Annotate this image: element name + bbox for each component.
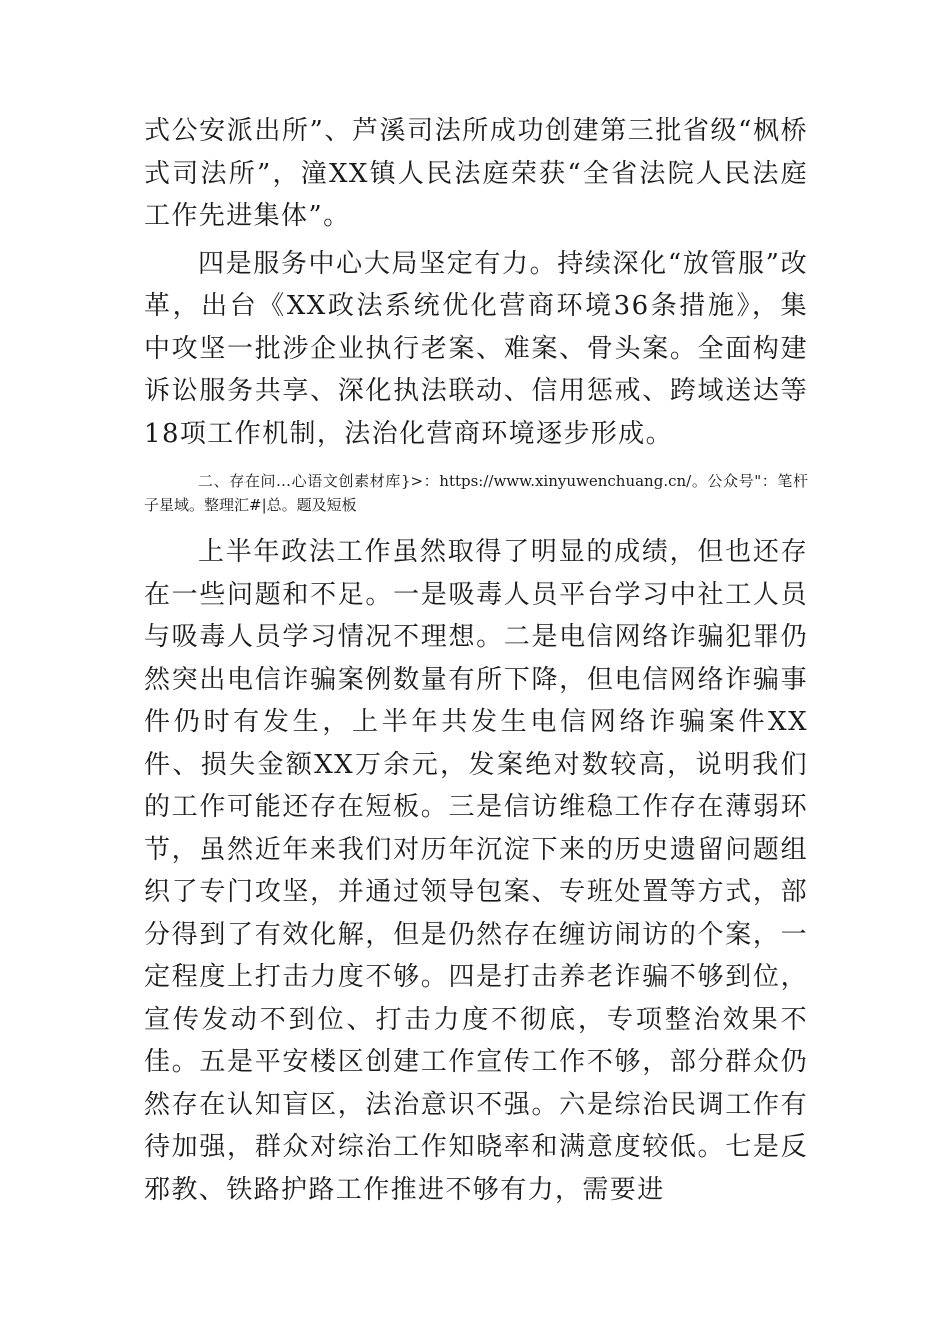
paragraph-continuation: 式公安派出所”、芦溪司法所成功创建第三批省级“枫桥式司法所”，潼XX镇人民法庭荣获“全省法院人民法庭工作先进集体”。 [144,116,808,231]
section-heading-watermark-note: 二、存在问…心语文创素材库}>：https://www.xinyuwenchuang.cn/。公众号"：笔杆子星域。整理汇#|总。题及短板 [144,472,808,514]
paragraph-problems: 上半年政法工作虽然取得了明显的成绩，但也还存在一些问题和不足。一是吸毒人员平台学习中社工人员与吸毒人员学习情况不理想。二是电信网络诈骗犯罪仍然突出电信诈骗案例数量有所下降，但电信网络诈骗事件仍时有发生，上半年共发生电信网络诈骗案件XX件、损失金额XX万余元，发案绝对数较高，说明我们的工作可能还存在短板。三是信访维稳工作存在薄弱环节，虽然近年来我们对历年沉淀下来的历史遗留问题组织了专门攻坚，并通过领导包案、专班处置等方式，部分得到了有效化解，但是仍然存在缠访闹访的个案，一定程度上打击力度不够。四是打击养老诈骗不够到位，宣传发动不到位、打击力度不彻底，专项整治效果不佳。五是平安楼区创建工作宣传工作不够，部分群众仍然存在认知盲区，法治意识不强。六是综治民调工作有待加强，群众对综治工作知晓率和满意度较低。七是反邪教、铁路护路工作推进不够有力，需要进 [144,537,808,1205]
paragraph-service-center: 四是服务中心大局坚定有力。持续深化“放管服”改革，出台《XX政法系统优化营商环境36条措施》，集中攻坚一批涉企业执行老案、难案、骨头案。全面构建诉讼服务共享、深化执法联动、信用惩戒、跨域送达等18项工作机制，法治化营商环境逐步形成。 [144,248,808,449]
document-body [144,110,808,1211]
